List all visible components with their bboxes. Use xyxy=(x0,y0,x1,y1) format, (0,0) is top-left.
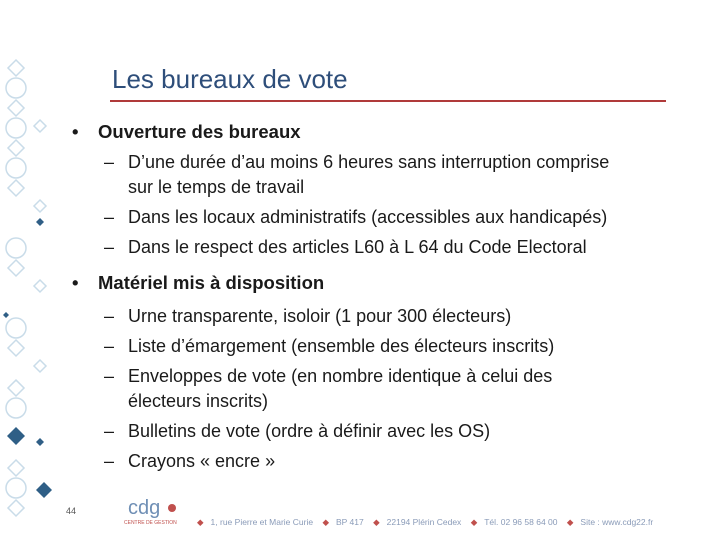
dash-icon: – xyxy=(104,207,115,227)
list-item xyxy=(70,449,690,474)
list-item xyxy=(70,150,690,200)
list-item-text-continued: électeurs inscrits) xyxy=(128,391,269,411)
slide-content xyxy=(70,115,690,474)
footer-tel: Tél. 02 96 58 64 00 xyxy=(484,517,558,527)
list-item-text: Bulletins de vote (ordre à définir avec les OS) xyxy=(128,421,491,441)
list-item-text: Enveloppes de vote (en nombre identique à celui des xyxy=(128,366,553,386)
diamond-icon: ◆ xyxy=(197,517,204,527)
logo-text: cdg xyxy=(128,497,161,519)
diamond-icon: ◆ xyxy=(470,517,478,527)
list-item xyxy=(70,419,690,444)
dash-icon: – xyxy=(104,421,115,441)
logo-subtext: CENTRE DE GESTION xyxy=(124,520,177,526)
list-item xyxy=(70,364,690,414)
dash-icon: – xyxy=(104,336,115,356)
dash-icon: – xyxy=(104,306,115,326)
list-item xyxy=(70,304,690,329)
footer xyxy=(120,492,670,532)
page-title: Les bureaux de vote xyxy=(112,64,348,94)
section-heading-opening xyxy=(70,119,690,145)
dash-icon: – xyxy=(104,237,115,257)
list-item-text: Dans les locaux administratifs (accessibles aux handicapés) xyxy=(128,207,608,227)
bullet-icon: • xyxy=(72,121,79,142)
section-heading-text: Matériel mis à disposition xyxy=(98,272,325,293)
list-item-text: D’une durée d’au moins 6 heures sans interruption comprise xyxy=(128,152,610,172)
footer-site[interactable]: Site : www.cdg22.fr xyxy=(580,517,654,527)
section-heading-equipment xyxy=(70,270,690,296)
list-item-text: Urne transparente, isoloir (1 pour 300 électeurs) xyxy=(128,306,512,326)
list-item xyxy=(70,334,690,359)
list-item-text: Dans le respect des articles L60 à L 64 du Code Electoral xyxy=(128,237,587,257)
footer-city: 22194 Plérin Cedex xyxy=(386,517,462,527)
bullet-icon: • xyxy=(72,272,79,293)
cdg-logo xyxy=(120,492,180,532)
list-item xyxy=(70,235,690,260)
list-item xyxy=(70,205,690,230)
diamond-icon: ◆ xyxy=(322,517,329,527)
list-item-text-continued: sur le temps de travail xyxy=(128,177,305,197)
dash-icon: – xyxy=(104,152,115,172)
decorative-diamond-pattern xyxy=(0,0,60,540)
title-underline xyxy=(110,100,666,102)
footer-contact-bar xyxy=(190,517,653,528)
page-number: 44 xyxy=(66,506,77,516)
list-item-text: Liste d’émargement (ensemble des électeurs inscrits) xyxy=(128,336,555,356)
list-item-text: Crayons « encre » xyxy=(128,451,276,471)
footer-bp: BP 417 xyxy=(335,517,364,527)
dash-icon: – xyxy=(104,366,115,386)
diamond-icon: ◆ xyxy=(566,517,574,527)
diamond-icon: ◆ xyxy=(373,517,380,527)
footer-address: 1, rue Pierre et Marie Curie xyxy=(210,517,314,527)
dash-icon: – xyxy=(104,451,115,471)
section-heading-text: Ouverture des bureaux xyxy=(98,121,301,142)
